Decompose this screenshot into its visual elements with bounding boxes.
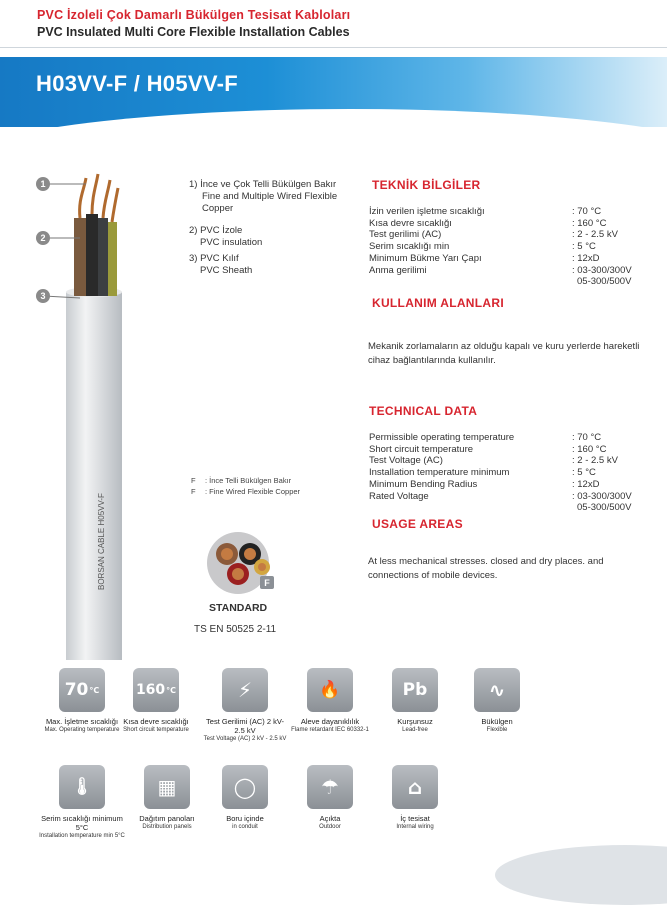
teknik-row <box>369 218 632 230</box>
distribution-panel-feature <box>122 765 212 831</box>
component-2-sub: PVC insulation <box>200 237 263 248</box>
teknik-value: : 5 °C <box>572 241 596 253</box>
flexible-feature <box>452 668 542 734</box>
technical-row <box>369 432 632 444</box>
teknik-value: 05-300/500V <box>577 276 632 288</box>
teknik-key: İzin verilen işletme sıcaklığı <box>369 206 485 217</box>
footer-swoosh <box>495 845 667 905</box>
teknik-value: : 160 °C <box>572 217 607 229</box>
teknik-row <box>369 206 632 218</box>
feature-sublabel: Max. Operating temperature <box>44 727 120 733</box>
technical-value: : 5 °C <box>572 467 596 479</box>
technical-value: : 70 °C <box>572 432 602 443</box>
flame-retardant-icon: 🔥 <box>307 668 353 712</box>
teknik-key: Test gerilimi (AC) <box>369 229 442 241</box>
teknik-title: TEKNİK BİLGİLER <box>372 178 481 192</box>
lead-free-icon: Pb <box>392 668 438 712</box>
kullanim-title: KULLANIM ALANLARI <box>372 296 504 310</box>
feature-sublabel: Outdoor <box>319 824 341 830</box>
component-1-sub-2: Copper <box>202 203 234 214</box>
technical-key: Minimum Bending Radius <box>369 478 478 490</box>
feature-sublabel: Internal wiring <box>396 824 434 830</box>
teknik-value: : 2 - 2.5 kV <box>572 229 618 241</box>
feature-label: Serim sıcaklığı minimum 5°C <box>41 814 123 832</box>
teknik-key: Anma gerilimi <box>369 264 427 276</box>
product-banner <box>0 57 667 127</box>
header-title-en: PVC Insulated Multi Core Flexible Installation Cables <box>37 25 350 39</box>
cross-section-badge: F <box>264 578 270 588</box>
temp-160-feature <box>111 668 201 734</box>
temp-70-icon: 70 °C <box>59 668 105 712</box>
feature-sublabel: Lead-free <box>402 727 428 733</box>
technical-value: : 2 - 2.5 kV <box>572 455 618 467</box>
technical-key: Short circuit temperature <box>369 443 474 455</box>
internal-wiring-icon: ⌂ <box>392 765 438 809</box>
technical-key: Test Voltage (AC) <box>369 455 443 467</box>
technical-key: Installation temperature minimum <box>369 467 510 479</box>
test-voltage-feature <box>200 668 290 743</box>
test-voltage-icon: ⚡ <box>222 668 268 712</box>
kullanim-text: Mekanik zorlamaların az olduğu kapalı ve kuru yerlerde hareketli cihaz bağlantılarında kullanılır. <box>368 341 640 366</box>
legend-code: F <box>191 487 196 496</box>
teknik-key <box>369 276 572 288</box>
component-3-sub: PVC Sheath <box>200 265 253 276</box>
header-title-tr: PVC İzoleli Çok Damarlı Bükülgen Tesisat Kabloları <box>37 8 351 22</box>
component-2 <box>189 225 262 249</box>
in-conduit-feature <box>200 765 290 831</box>
technical-title: TECHNICAL DATA <box>369 404 478 418</box>
teknik-row <box>369 253 632 265</box>
feature-label: Max. İşletme sıcaklığı <box>45 717 119 726</box>
feature-sublabel: Test Voltage (AC) 2 kV - 2.5 kV <box>203 736 287 742</box>
legend-text: : Fine Wired Flexible Copper <box>205 487 301 496</box>
usage-title: USAGE AREAS <box>372 517 463 531</box>
technical-key <box>369 502 572 514</box>
legend-tr <box>191 476 291 485</box>
technical-row <box>369 467 632 479</box>
teknik-value: : 03-300/300V <box>572 264 632 276</box>
flame-retardant-feature <box>285 668 375 734</box>
technical-row <box>369 502 632 514</box>
teknik-row <box>369 265 632 277</box>
legend-en <box>191 487 300 496</box>
min-temp-feature <box>37 765 127 840</box>
feature-label: Dağıtım panoları <box>139 814 195 823</box>
marker-2: 2 <box>36 231 50 245</box>
in-conduit-icon: ◯ <box>222 765 268 809</box>
feature-label: Kısa devre sıcaklığı <box>123 717 189 726</box>
feature-label: Boru içinde <box>226 814 264 823</box>
usage-text: At less mechanical stresses. closed and dry places. and connections of mobile devices. <box>368 556 604 581</box>
header-divider <box>0 47 667 48</box>
technical-value: : 12xD <box>572 478 600 490</box>
component-2-label: 2) PVC İzole <box>189 225 243 236</box>
flexible-icon: ∿ <box>474 668 520 712</box>
technical-table <box>369 432 632 514</box>
feature-label: Açıkta <box>319 814 341 823</box>
technical-key: Permissible operating temperature <box>369 432 515 443</box>
legend-code: F <box>191 476 196 485</box>
component-1 <box>189 179 337 215</box>
feature-label: Bükülgen <box>481 717 513 726</box>
teknik-value: : 12xD <box>572 252 600 264</box>
feature-sublabel: Flexible <box>486 727 508 733</box>
component-1-sub-1: Fine and Multiple Wired Flexible <box>202 191 338 202</box>
feature-sublabel: Installation temperature min 5°C <box>39 833 125 839</box>
lead-free-feature <box>370 668 460 734</box>
technical-row <box>369 491 632 503</box>
component-3-label: 3) PVC Kılıf <box>189 253 239 264</box>
feature-sublabel: Distribution panels <box>142 824 192 830</box>
feature-label: Aleve dayanıklılık <box>300 717 360 726</box>
cross-section-image <box>200 525 282 595</box>
teknik-row <box>369 276 632 288</box>
technical-key: Rated Voltage <box>369 490 429 502</box>
technical-row <box>369 444 632 456</box>
legend-text: : İnce Telli Bükülgen Bakır <box>205 476 292 485</box>
feature-sublabel: Short circuit temperature <box>123 727 189 733</box>
teknik-row <box>369 241 632 253</box>
technical-row <box>369 455 632 467</box>
teknik-value: : 70 °C <box>572 206 602 217</box>
outdoor-icon: ☂ <box>307 765 353 809</box>
teknik-key: Kısa devre sıcaklığı <box>369 217 452 229</box>
technical-value: 05-300/500V <box>577 502 632 514</box>
product-code-title: H03VV-F / H05VV-F <box>36 71 238 96</box>
standard-label: STANDARD <box>209 602 268 614</box>
teknik-row <box>369 229 632 241</box>
technical-value: : 160 °C <box>572 443 607 455</box>
feature-label: Test Gerilimi (AC) 2 kV- 2.5 kV <box>206 717 284 735</box>
internal-wiring-feature <box>370 765 460 831</box>
feature-label: Kurşunsuz <box>397 717 433 726</box>
outdoor-feature <box>285 765 375 831</box>
marker-1: 1 <box>36 177 50 191</box>
cable-print-text: BORSAN CABLE H05VV-F <box>97 493 106 590</box>
technical-value: : 03-300/300V <box>572 490 632 502</box>
marker-3: 3 <box>36 289 50 303</box>
teknik-table <box>369 206 632 288</box>
temp-160-icon: 160 °C <box>133 668 179 712</box>
standard-value: TS EN 50525 2-11 <box>194 624 277 635</box>
cable-illustration <box>0 160 180 660</box>
feature-label: İç tesisat <box>400 814 430 823</box>
teknik-key: Serim sıcaklığı min <box>369 241 450 253</box>
min-temp-icon: 🌡 <box>59 765 105 809</box>
feature-sublabel: in conduit <box>232 824 258 830</box>
component-1-label: 1) İnce ve Çok Telli Bükülgen Bakır <box>189 179 337 190</box>
teknik-key: Minimum Bükme Yarı Çapı <box>369 252 482 264</box>
distribution-panel-icon: ▦ <box>144 765 190 809</box>
technical-row <box>369 479 632 491</box>
component-3 <box>189 253 252 277</box>
feature-sublabel: Flame retardant IEC 60332-1 <box>291 727 369 733</box>
